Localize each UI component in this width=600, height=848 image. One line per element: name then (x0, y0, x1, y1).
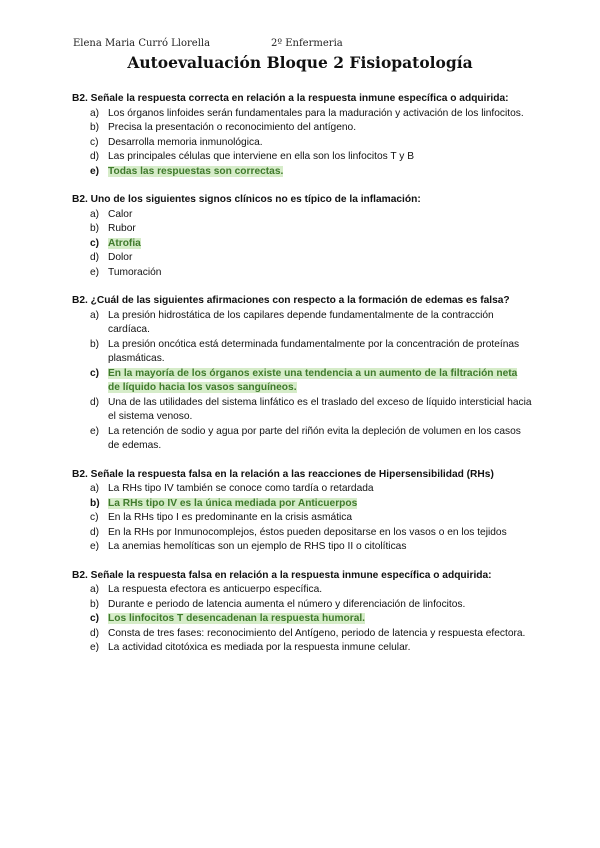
option-letter: e) (90, 642, 100, 653)
option-text: Dolor (108, 252, 133, 263)
answer-option (72, 482, 532, 497)
question-block (72, 92, 532, 179)
option-letter: e) (90, 266, 100, 278)
option-text: La actividad citotóxica es mediada por la respuesta inmune celular. (108, 642, 411, 653)
option-text-wrapper (108, 540, 532, 555)
option-text: Los órganos linfoides serán fundamentales para la maduración y activación de los linfocitos. (108, 107, 524, 119)
option-text-wrapper (108, 526, 532, 541)
option-text: La RHs tipo IV también se conoce como tardía o retardada (108, 483, 374, 494)
option-text-wrapper (108, 237, 532, 252)
option-text-wrapper (108, 598, 532, 613)
option-text-wrapper (108, 208, 532, 223)
answer-option (72, 251, 532, 266)
option-letter: b) (90, 338, 100, 350)
highlighted-answer: Atrofia (108, 237, 141, 249)
option-text: La anemias hemolíticas son un ejemplo de RHS tipo II o citolíticas (108, 541, 407, 552)
answer-option (72, 511, 532, 526)
answer-option (72, 598, 532, 613)
answer-option (72, 136, 532, 151)
option-letter: e) (90, 425, 100, 437)
option-letter: c) (90, 237, 100, 249)
answer-option (72, 121, 532, 136)
option-text: Tumoración (108, 266, 162, 278)
answer-option-correct (72, 165, 532, 180)
question-text: B2. Señale la respuesta falsa en relación a la respuesta inmune específica o adquirida: (72, 569, 492, 581)
option-letter: b) (90, 223, 100, 234)
course-name: 2º Enfermeria (271, 38, 343, 49)
option-text: Durante e periodo de latencia aumenta el número y diferenciación de linfocitos. (108, 598, 466, 610)
option-text-wrapper (108, 222, 532, 237)
answer-option (72, 208, 532, 223)
option-letter: a) (90, 309, 100, 321)
highlighted-answer: La RHs tipo IV es la única mediada por Anticuerpos (108, 497, 358, 509)
answer-option-correct (72, 497, 532, 512)
option-letter: d) (90, 396, 100, 408)
option-text-wrapper (108, 482, 532, 497)
option-text: En la RHs por Inmunocomplejos, éstos pueden depositarse en los vasos o en los tejidos (108, 526, 507, 538)
option-text: Las principales células que interviene en ella son los linfocitos T y B (108, 151, 414, 162)
option-letter: a) (90, 107, 100, 119)
highlighted-answer: Todas las respuestas son correctas. (108, 165, 284, 177)
option-text: La retención de sodio y agua por parte del riñón evita la depleción de volumen en los casos de edemas. (108, 425, 521, 451)
option-text-wrapper (108, 266, 532, 281)
answer-option (72, 526, 532, 541)
option-text: Calor (108, 208, 133, 220)
question-text: B2. ¿Cuál de las siguientes afirmaciones con respecto a la formación de edemas es falsa? (72, 295, 510, 306)
option-text: La respuesta efectora es anticuerpo específica. (108, 584, 323, 595)
option-text-wrapper (108, 511, 532, 526)
question-block (72, 294, 532, 454)
option-letter: b) (90, 497, 100, 509)
option-text-wrapper (108, 136, 532, 151)
option-letter: b) (90, 598, 100, 610)
option-letter: a) (90, 483, 100, 494)
option-letter: c) (90, 367, 100, 379)
option-text: La presión oncótica está determinada fundamentalmente por la concentración de proteínas plasmáticas. (108, 338, 520, 364)
answer-option (72, 540, 532, 555)
option-text-wrapper (108, 396, 532, 425)
option-text: Una de las utilidades del sistema linfático es el traslado del exceso de líquido intersticial hacia el sistema venoso. (108, 396, 532, 422)
answer-option (72, 107, 532, 122)
answer-option-correct (72, 237, 532, 252)
answer-option (72, 222, 532, 237)
question-text: B2. Señale la respuesta falsa en la relación a las reacciones de Hipersensibilidad (RHs) (72, 468, 494, 480)
option-letter: a) (90, 584, 100, 595)
question-block (72, 468, 532, 555)
option-text: Precisa la presentación o reconocimiento del antígeno. (108, 122, 357, 133)
answer-options (72, 208, 532, 281)
option-text-wrapper (108, 150, 532, 165)
answer-option (72, 338, 532, 367)
author-name: Elena Maria Curró Llorella (73, 38, 211, 49)
option-text-wrapper (108, 107, 532, 122)
answer-option (72, 425, 532, 454)
answer-option (72, 396, 532, 425)
option-text-wrapper (108, 641, 532, 656)
answer-option (72, 583, 532, 598)
answer-option (72, 150, 532, 165)
option-text: La presión hidrostática de los capilares depende fundamentalmente de la contracción cardíaca. (108, 309, 494, 335)
option-text: Rubor (108, 223, 136, 234)
option-text-wrapper (108, 121, 532, 136)
question-text: B2. Uno de los siguientes signos clínicos no es típico de la inflamación: (72, 194, 421, 205)
option-text-wrapper (108, 309, 532, 338)
option-letter: d) (90, 627, 100, 639)
page-title: Autoevaluación Bloque 2 Fisiopatología (127, 53, 473, 72)
option-text: Consta de tres fases: reconocimiento del Antígeno, periodo de latencia y respuesta efectora. (108, 627, 526, 639)
option-text-wrapper (108, 338, 532, 367)
option-letter: e) (90, 165, 100, 177)
answer-option-correct (72, 612, 532, 627)
option-text-wrapper (108, 251, 532, 266)
answer-option (72, 641, 532, 656)
option-letter: c) (90, 136, 99, 148)
option-text-wrapper (108, 583, 532, 598)
answer-option (72, 309, 532, 338)
answer-option-correct (72, 367, 532, 396)
option-text-wrapper (108, 165, 532, 180)
option-letter: c) (90, 613, 100, 624)
option-letter: d) (90, 151, 100, 162)
answer-options (72, 309, 532, 454)
option-text: Desarrolla memoria inmunológica. (108, 136, 263, 148)
answer-options (72, 482, 532, 555)
question-block (72, 569, 532, 656)
question-block (72, 193, 532, 280)
option-text-wrapper (108, 497, 532, 512)
highlighted-answer: En la mayoría de los órganos existe una tendencia a un aumento de la filtración neta de líquido hacia los vasos sanguíneos. (108, 367, 518, 393)
answer-options (72, 583, 532, 656)
questions-list (72, 92, 532, 670)
option-letter: d) (90, 526, 100, 538)
option-letter: e) (90, 541, 100, 552)
answer-option (72, 266, 532, 281)
option-letter: c) (90, 512, 99, 523)
option-text-wrapper (108, 425, 532, 454)
question-text: B2. Señale la respuesta correcta en relación a la respuesta inmune específica o adquirida: (72, 93, 509, 104)
option-letter: d) (90, 252, 100, 263)
option-text: En la RHs tipo I es predominante en la crisis asmática (108, 512, 353, 523)
option-letter: b) (90, 122, 100, 133)
answer-option (72, 627, 532, 642)
option-text-wrapper (108, 612, 532, 627)
answer-options (72, 107, 532, 180)
option-text-wrapper (108, 627, 532, 642)
highlighted-answer: Los linfocitos T desencadenan la respuesta humoral. (108, 613, 366, 624)
option-text-wrapper (108, 367, 532, 396)
option-letter: a) (90, 208, 100, 220)
